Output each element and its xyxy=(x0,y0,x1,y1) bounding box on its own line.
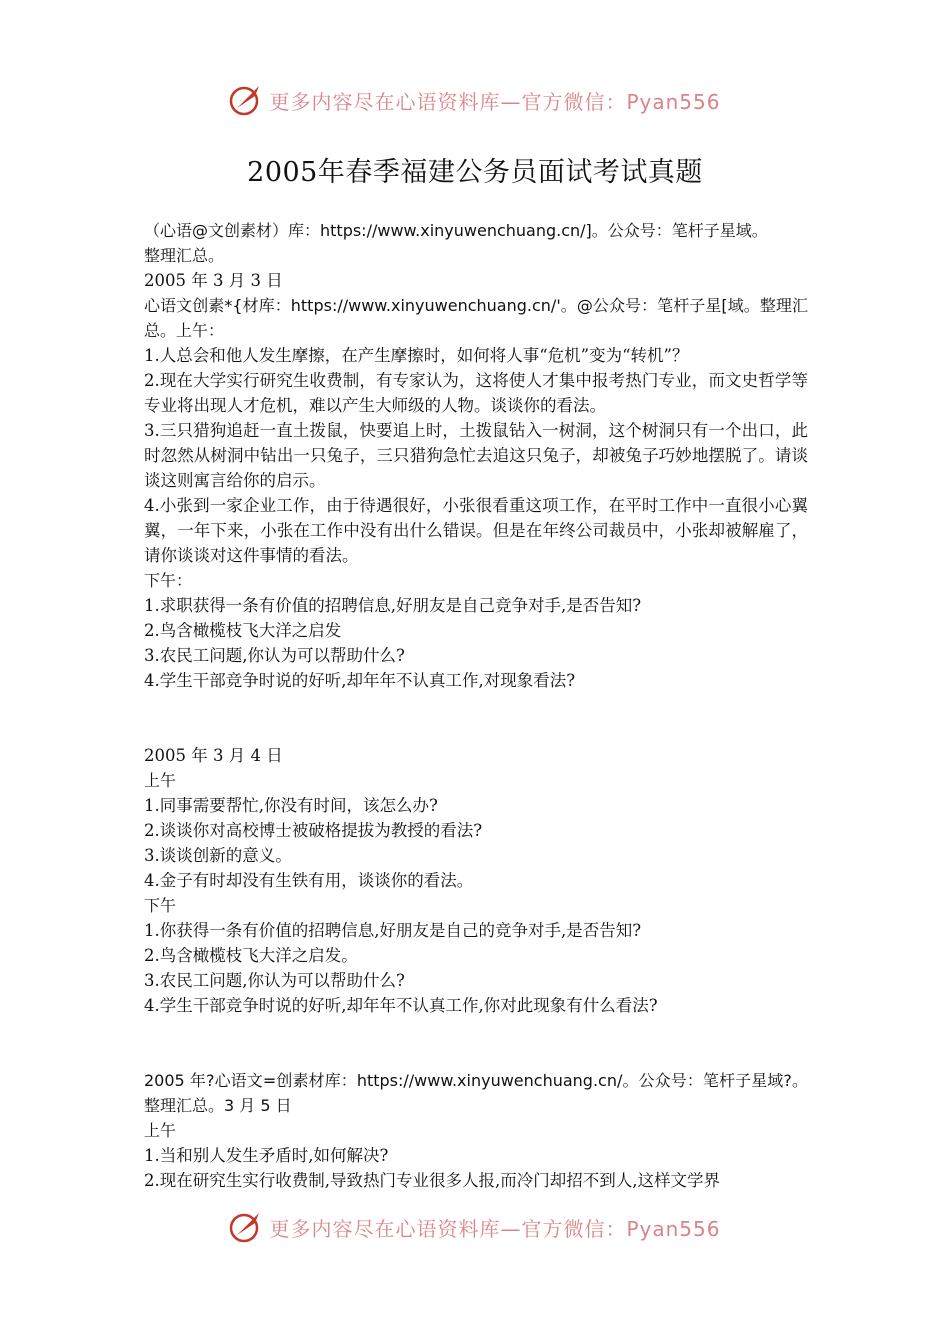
question-item: 1.求职获得一条有价值的招聘信息,好朋友是自己竞争对手,是否告知? xyxy=(144,596,642,615)
document-body xyxy=(144,218,808,1193)
quill-logo-icon xyxy=(229,82,265,118)
question-item: 3.农民工问题,你认为可以帮助什么? xyxy=(144,646,405,665)
section-date: 2005 年?心语文=创素材库：https://www.xinyuwenchuang.cn/。公众号：笔杆子星域?。整理汇总。3 月 5 日 xyxy=(144,1071,808,1115)
question-item: 2.鸟含橄榄枝飞大洋之启发 xyxy=(144,621,342,640)
question-item: 1.当和别人发生矛盾时,如何解决? xyxy=(144,1146,389,1165)
question-item: 2.鸟含橄榄枝飞大洋之启发。 xyxy=(144,946,358,965)
intro-line-1: （心语@文创素材）库：https://www.xinyuwenchuang.cn/]。公众号：笔杆子星域。 xyxy=(144,221,768,240)
watermark-header xyxy=(0,82,950,118)
question-item: 2.谈谈你对高校博士被破格提拔为教授的看法? xyxy=(144,821,483,840)
section-date: 2005 年 3 月 4 日 xyxy=(144,746,283,765)
question-item: 1.你获得一条有价值的招聘信息,好朋友是自己的竞争对手,是否告知? xyxy=(144,921,642,940)
intro-line-2: 整理汇总。 xyxy=(144,246,225,265)
question-item: 3.农民工问题,你认为可以帮助什么? xyxy=(144,971,405,990)
watermark-text: 更多内容尽在心语资料库—官方微信：Pyan556 xyxy=(269,89,721,114)
spacer xyxy=(144,1018,808,1068)
morning-label: 上午 xyxy=(144,1121,177,1140)
afternoon-label: 下午 xyxy=(144,896,177,915)
question-item: 2.现在大学实行研究生收费制，有专家认为，这将使人才集中报考热门专业，而文史哲学等专业将出现人才危机，难以产生大师级的人物。谈谈你的看法。 xyxy=(144,371,808,415)
question-item: 2.现在研究生实行收费制,导致热门专业很多人报,而冷门却招不到人,这样文学界 xyxy=(144,1171,720,1190)
afternoon-label: 下午： xyxy=(144,571,193,590)
question-item: 3.谈谈创新的意义。 xyxy=(144,846,292,865)
source-note: 心语文创素*{材库：https://www.xinyuwenchuang.cn/'。@公众号：笔杆子星[域。整理汇总。上午： xyxy=(144,296,808,340)
spacer xyxy=(144,693,808,743)
question-item: 1.人总会和他人发生摩擦，在产生摩擦时，如何将人事“危机”变为“转机”？ xyxy=(144,346,689,365)
question-item: 3.三只猎狗追赶一直土拨鼠，快要追上时，土拨鼠钻入一树洞，这个树洞只有一个出口，此时忽然从树洞中钻出一只兔子，三只猎狗急忙去追这只兔子，却被兔子巧妙地摆脱了。请谈谈这则寓言给你的启示。 xyxy=(144,421,808,490)
question-item: 4.小张到一家企业工作，由于待遇很好，小张很看重这项工作，在平时工作中一直很小心翼翼，一年下来，小张在工作中没有出什么错误。但是在年终公司裁员中，小张却被解雇了，请你谈谈对这件事情的看法。 xyxy=(144,496,808,565)
question-item: 4.金子有时却没有生铁有用，谈谈你的看法。 xyxy=(144,871,474,890)
section-date: 2005 年 3 月 3 日 xyxy=(144,271,283,290)
watermark-footer xyxy=(0,1209,950,1245)
page-title: 2005年春季福建公务员面试考试真题 xyxy=(247,157,703,188)
question-item: 4.学生干部竞争时说的好听,却年年不认真工作,你对此现象有什么看法? xyxy=(144,996,658,1015)
quill-logo-icon xyxy=(229,1209,265,1245)
question-item: 4.学生干部竞争时说的好听,却年年不认真工作,对现象看法? xyxy=(144,671,576,690)
watermark-text: 更多内容尽在心语资料库—官方微信：Pyan556 xyxy=(269,1216,721,1241)
question-item: 1.同事需要帮忙,你没有时间，该怎么办? xyxy=(144,796,438,815)
morning-label: 上午 xyxy=(144,771,177,790)
